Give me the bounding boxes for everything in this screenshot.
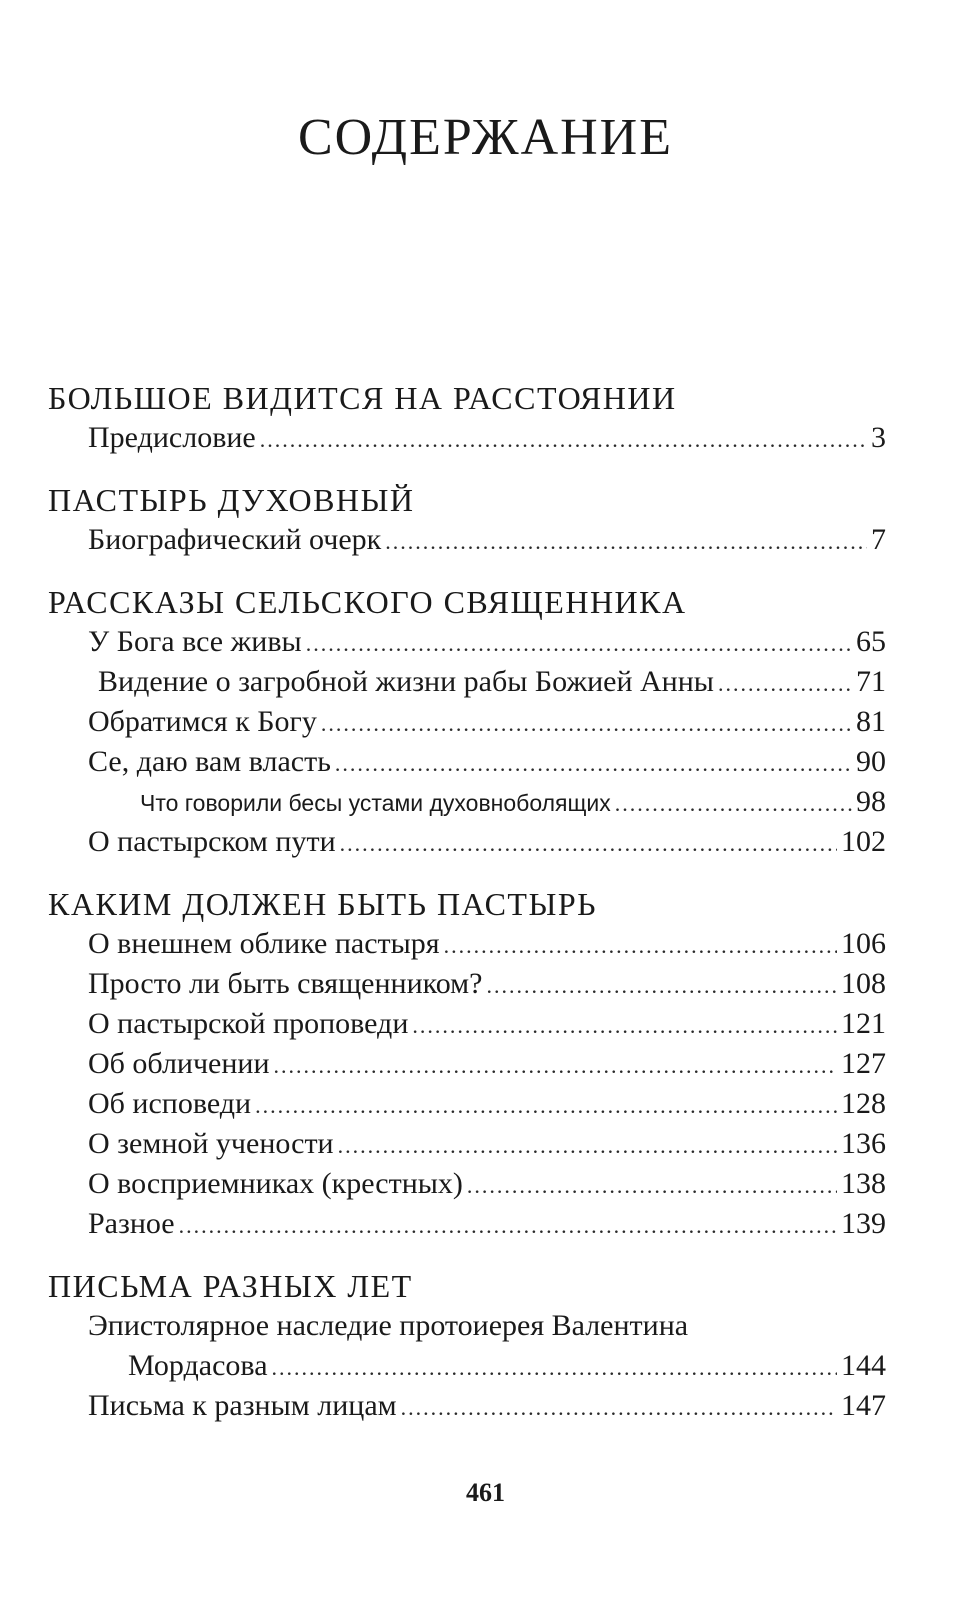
toc-section (48, 884, 886, 1244)
entry-page-number: 138 (841, 1167, 886, 1200)
toc-entry[interactable] (88, 702, 886, 742)
toc-entry[interactable] (88, 924, 886, 964)
entry-page-number: 65 (856, 625, 886, 658)
dot-leader (467, 1166, 837, 1206)
entry-page-number: 147 (841, 1389, 886, 1422)
toc-entry[interactable] (88, 1124, 886, 1164)
dot-leader (444, 926, 837, 966)
entry-label: Се, даю вам власть (88, 745, 331, 778)
entry-page-number: 121 (841, 1007, 886, 1040)
section-title: ПАСТЫРЬ ДУХОВНЫЙ (48, 482, 415, 518)
entry-page-number: 71 (856, 665, 886, 698)
entry-label: Просто ли быть священником? (88, 967, 483, 1000)
entry-page-number: 144 (841, 1349, 886, 1382)
section-title: РАССКАЗЫ СЕЛЬСКОГО СВЯЩЕННИКА (48, 584, 687, 620)
toc-entry[interactable] (88, 782, 886, 822)
dot-leader (255, 1086, 837, 1126)
entry-page-number: 127 (841, 1047, 886, 1080)
toc-section (48, 378, 886, 458)
toc-section (48, 480, 886, 560)
toc-entry[interactable] (88, 1164, 886, 1204)
section-title: КАКИМ ДОЛЖЕН БЫТЬ ПАСТЫРЬ (48, 886, 598, 922)
entry-page-number: 136 (841, 1127, 886, 1160)
dot-leader (272, 1348, 837, 1388)
entry-page-number: 108 (841, 967, 886, 1000)
toc-entry[interactable] (88, 1386, 886, 1426)
toc-entry[interactable] (88, 1346, 886, 1386)
table-of-contents (48, 378, 886, 1448)
section-title: ПИСЬМА РАЗНЫХ ЛЕТ (48, 1268, 413, 1304)
entry-label: Мордасова (128, 1349, 268, 1382)
toc-entry[interactable] (88, 622, 886, 662)
entry-page-number: 3 (871, 421, 886, 454)
entry-label: О пастырской проповеди (88, 1007, 409, 1040)
entry-label: Биографический очерк (88, 523, 382, 556)
toc-entry[interactable] (88, 964, 886, 1004)
entry-page-number: 98 (856, 785, 886, 818)
entry-label: О пастырском пути (88, 825, 336, 858)
dot-leader (340, 824, 837, 864)
entry-page-number: 106 (841, 927, 886, 960)
entry-page-number: 90 (856, 745, 886, 778)
dot-leader (486, 966, 837, 1006)
dot-leader (274, 1046, 837, 1086)
toc-entry[interactable] (88, 1204, 886, 1244)
entry-label: Письма к разным лицам (88, 1389, 397, 1422)
entry-label: Разное (88, 1207, 175, 1240)
entry-label: Что говорили бесы устами духовноболящих (140, 790, 611, 816)
entry-label: Об обличении (88, 1047, 270, 1080)
dot-leader (338, 1126, 837, 1166)
toc-entry[interactable] (88, 1004, 886, 1044)
page-number: 461 (466, 1478, 505, 1507)
dot-leader (401, 1388, 837, 1428)
entry-label: О восприемниках (крестных) (88, 1167, 463, 1200)
toc-entry[interactable] (88, 1044, 886, 1084)
toc-section (48, 582, 886, 862)
dot-leader (260, 420, 867, 460)
toc-entry[interactable] (88, 742, 886, 782)
entry-label: Видение о загробной жизни рабы Божией Анны (98, 665, 714, 698)
entry-label: О внешнем облике пастыря (88, 927, 440, 960)
dot-leader (335, 744, 852, 784)
entry-page-number: 128 (841, 1087, 886, 1120)
toc-entry[interactable] (88, 822, 886, 862)
section-title: БОЛЬШОЕ ВИДИТСЯ НА РАССТОЯНИИ (48, 380, 677, 416)
toc-entry[interactable] (88, 662, 886, 702)
dot-leader (412, 1006, 837, 1046)
dot-leader (718, 664, 852, 704)
dot-leader (321, 704, 852, 744)
toc-entry[interactable] (88, 1084, 886, 1124)
entry-label: О земной учености (88, 1127, 334, 1160)
entry-label: Об исповеди (88, 1087, 252, 1120)
entry-label-first-line[interactable]: Эпистолярное наследие протоиерея Валентина (88, 1309, 689, 1342)
page-title: СОДЕРЖАНИЕ (298, 109, 673, 166)
entry-label: Обратимся к Богу (88, 705, 317, 738)
entry-page-number: 139 (841, 1207, 886, 1240)
dot-leader (615, 784, 852, 824)
entry-label: Предисловие (88, 421, 256, 454)
entry-page-number: 81 (856, 705, 886, 738)
dot-leader (179, 1206, 837, 1246)
dot-leader (385, 522, 867, 562)
dot-leader (306, 624, 852, 664)
entry-page-number: 102 (841, 825, 886, 858)
entry-page-number: 7 (871, 523, 886, 556)
entry-label: У Бога все живы (88, 625, 302, 658)
toc-section (48, 1266, 886, 1426)
toc-entry[interactable] (88, 520, 886, 560)
toc-entry[interactable] (88, 418, 886, 458)
